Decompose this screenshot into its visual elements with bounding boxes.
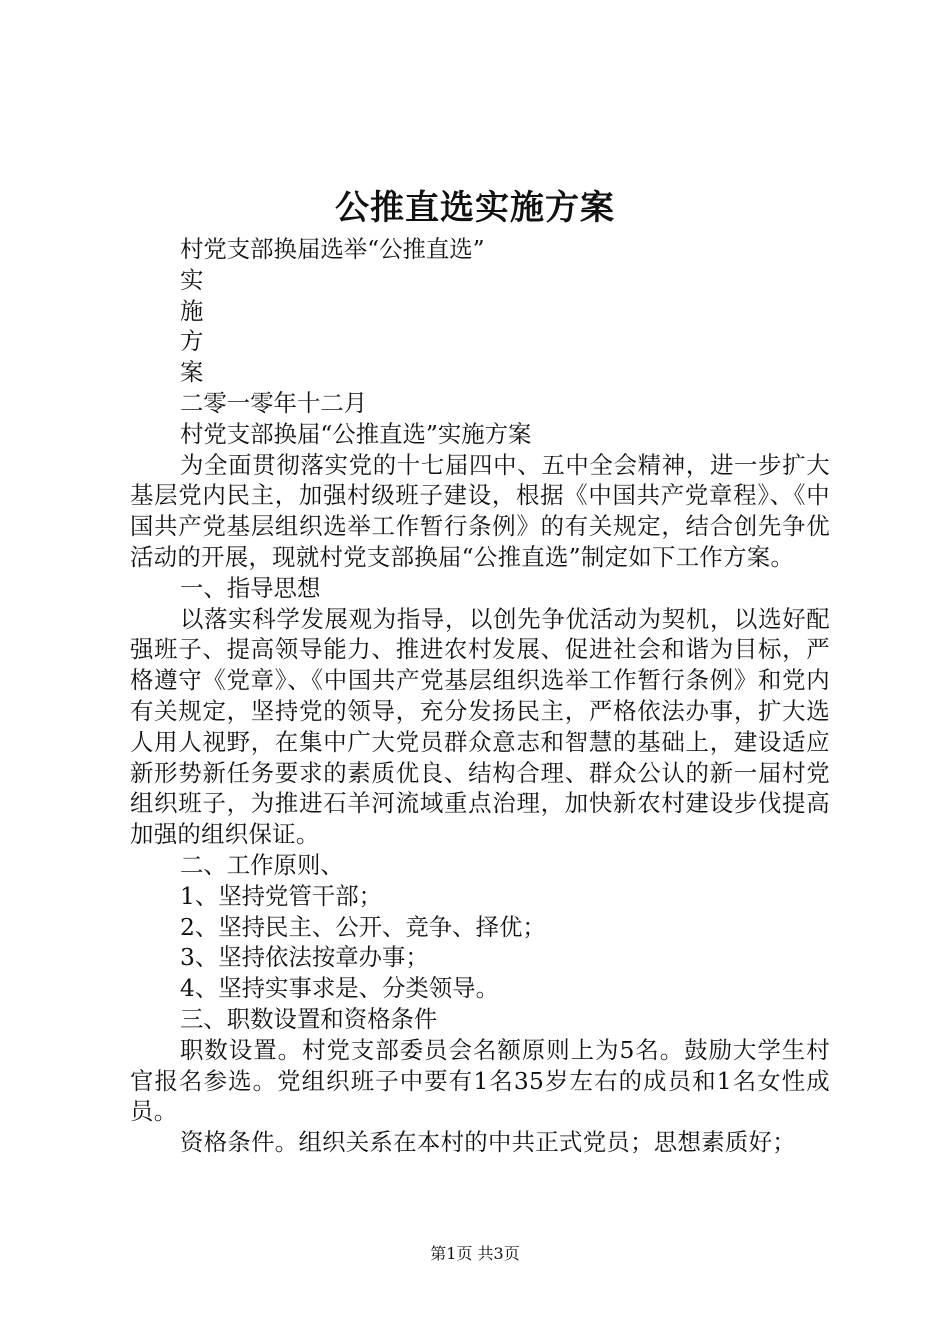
principle-item: 4、坚持实事求是、分类领导。 [180, 974, 499, 1003]
principle-item: 3、坚持依法按章办事； [180, 943, 429, 972]
cover-line: 方 [180, 327, 204, 356]
document-subtitle: 村党支部换届“公推直选”实施方案 [180, 419, 532, 448]
principle-item: 2、坚持民主、公开、竞争、择优； [180, 912, 546, 941]
cover-line: 村党支部换届选举“公推直选” [180, 235, 485, 263]
section-paragraph: 以落实科学发展观为指导，以创先争优活动为契机，以选好配强班子、提高领导能力、推进农村发展、促进社会和谐为目标，严格遵守《党章》、《中国共产党基层组织选举工作暂行条例》和党内有关规定，坚持党的领导，充分发扬民主，严格依法办事，扩大选人用人视野，在集中广大党员群众意志和智慧的基础上，建设适应新形势新任务要求的素质优良、结构合理、群众公认的新一届村党组织班子，为推进石羊河流域重点治理，加快新农村建设步伐提高加强的组织保证。 [130, 604, 830, 849]
section-paragraph: 资格条件。组织关系在本村的中共正式党员；思想素质好； [180, 1128, 796, 1157]
page-footer: 第1页 共3页 [430, 1244, 520, 1263]
principle-item: 1、坚持党管干部； [180, 881, 383, 910]
section-paragraph: 职数设置。村党支部委员会名额原则上为5名。鼓励大学生村官报名参选。党组织班子中要有1名35岁左右的成员和1名女性成员。 [130, 1035, 830, 1126]
cover-line: 施 [180, 296, 204, 325]
intro-paragraph: 为全面贯彻落实党的十七届四中、五中全会精神，进一步扩大基层党内民主，加强村级班子建设，根据《中国共产党章程》、《中国共产党基层组织选举工作暂行条例》的有关规定，结合创先争优活动的开展，现就村党支部换届“公推直选”制定如下工作方案。 [130, 450, 830, 571]
section-heading: 二、工作原则、 [180, 850, 344, 879]
document-date: 二零一零年十二月 [180, 388, 368, 417]
cover-line: 案 [180, 358, 204, 387]
section-heading: 一、指导思想 [180, 573, 321, 602]
document-title: 公推直选实施方案 [335, 188, 615, 228]
section-heading: 三、职数设置和资格条件 [180, 1004, 438, 1033]
cover-line: 实 [180, 265, 204, 294]
document-body [130, 234, 830, 1158]
